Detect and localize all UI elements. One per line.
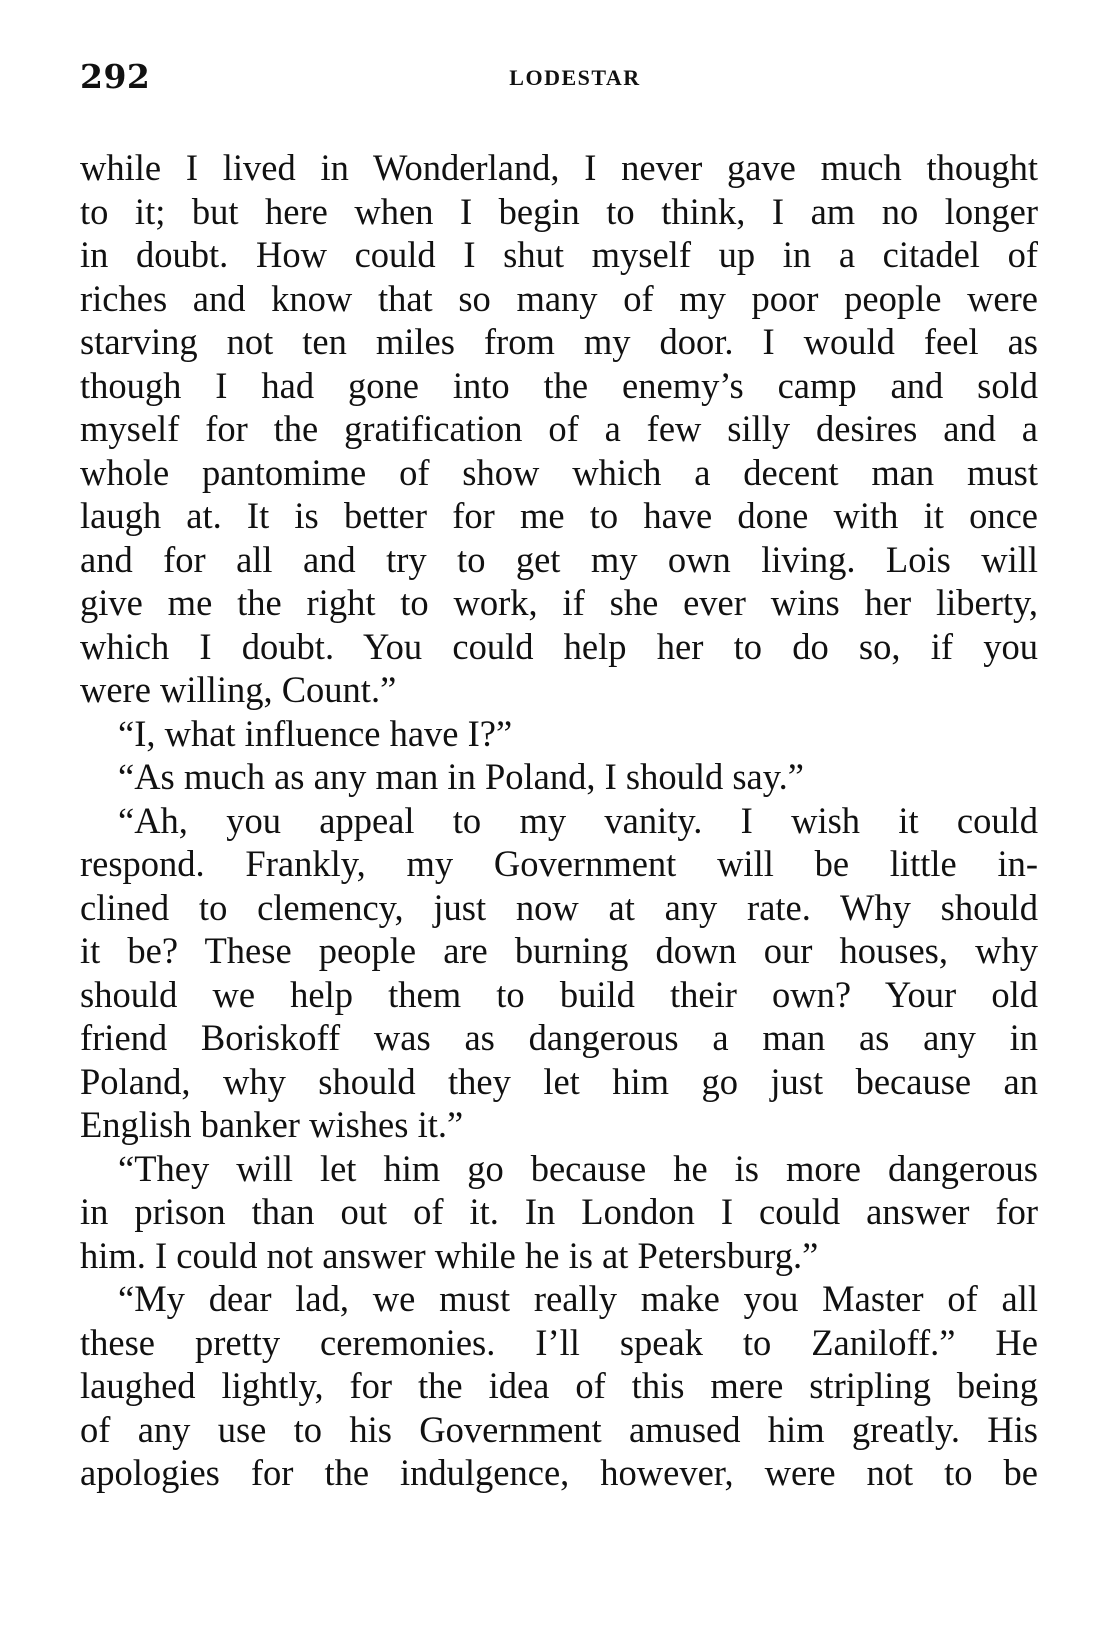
text-line: him. I could not answer while he is at Petersburg.” <box>80 1234 819 1276</box>
text-line: it be? These people are burning down our houses, why <box>80 930 1038 971</box>
text-line: myself for the gratification of a few silly desires and a <box>80 408 1038 449</box>
text-line: “They will let him go because he is more dangerous <box>118 1147 1038 1189</box>
text-line: and for all and try to get my own living. Lois will <box>80 538 1038 580</box>
text-line: which I doubt. You could help her to do so, if you <box>80 625 1038 667</box>
running-title: LODESTAR <box>509 65 641 90</box>
page-header <box>80 52 1040 102</box>
text-line: laughed lightly, for the idea of this mere stripling being <box>80 1365 1038 1406</box>
text-line: “As much as any man in Poland, I should say.” <box>118 756 804 797</box>
text-line: laugh at. It is better for me to have done with it once <box>80 495 1038 536</box>
text-line: “My dear lad, we must really make you Master of all <box>118 1278 1038 1319</box>
text-line: should we help them to build their own? Your old <box>80 973 1038 1015</box>
text-line: respond. Frankly, my Government will be little in- <box>80 843 1038 884</box>
text-line: Poland, why should they let him go just because an <box>80 1060 1038 1102</box>
text-line: though I had gone into the enemy’s camp and sold <box>80 364 1038 406</box>
text-line: these pretty ceremonies. I’ll speak to Zaniloff.” He <box>80 1321 1038 1363</box>
text-line: give me the right to work, if she ever wins her liberty, <box>80 582 1038 623</box>
text-line: friend Boriskoff was as dangerous a man as any in <box>80 1017 1038 1058</box>
text-line: English banker wishes it.” <box>80 1104 464 1145</box>
text-line: in prison than out of it. In London I could answer for <box>80 1191 1038 1232</box>
text-line: clined to clemency, just now at any rate. Why should <box>80 886 1038 928</box>
text-line: of any use to his Government amused him greatly. His <box>80 1408 1038 1450</box>
text-line: while I lived in Wonderland, I never gave much thought <box>80 147 1038 188</box>
text-line: were willing, Count.” <box>80 669 397 710</box>
text-line: “Ah, you appeal to my vanity. I wish it could <box>118 799 1038 841</box>
text-line: to it; but here when I begin to think, I am no longer <box>80 190 1038 232</box>
body-text <box>80 146 1038 1495</box>
text-line: whole pantomime of show which a decent man must <box>80 451 1038 493</box>
text-line: “I, what influence have I?” <box>118 712 513 754</box>
text-line: in doubt. How could I shut myself up in a citadel of <box>80 234 1038 275</box>
text-line: starving not ten miles from my door. I would feel as <box>80 321 1038 362</box>
text-line: apologies for the indulgence, however, were not to be <box>80 1452 1038 1493</box>
page-number: 292 <box>80 57 151 96</box>
text-line: riches and know that so many of my poor people were <box>80 277 1038 319</box>
